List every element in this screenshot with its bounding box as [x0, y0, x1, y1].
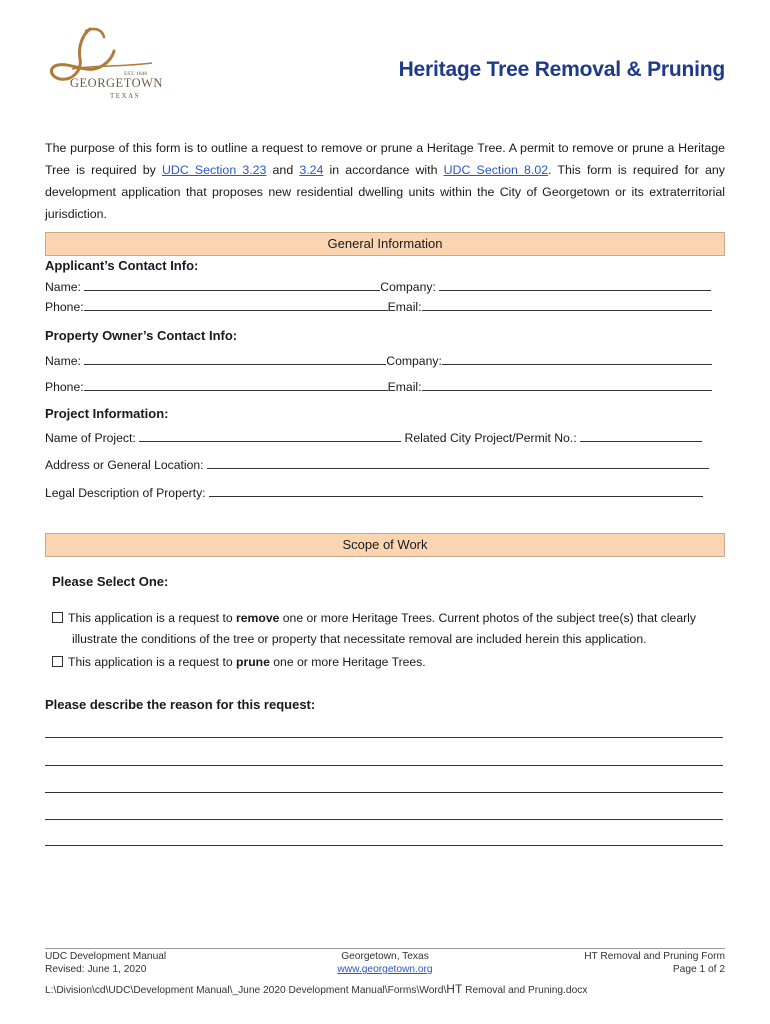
footer-path-a: L:\Division\cd\UDC\Development Manual\_June 2020 Development Manual\Forms\Word\: [45, 985, 447, 996]
project-name-field[interactable]: [139, 431, 401, 442]
applicant-name-field[interactable]: [84, 280, 380, 291]
intro-text-3: in accordance with: [323, 163, 444, 177]
intro-paragraph: [45, 137, 725, 225]
footer-manual: UDC Development Manual: [45, 951, 167, 962]
address-field[interactable]: [207, 458, 709, 469]
project-name-label: Name of Project:: [45, 431, 136, 445]
project-label: Project Information:: [45, 406, 169, 421]
applicant-phone-row: [45, 300, 712, 314]
general-info-heading: General Information: [45, 232, 725, 256]
footer-middle: [285, 951, 485, 975]
logo-est: EST. 1848: [124, 71, 148, 77]
reason-line-1[interactable]: [45, 737, 723, 738]
owner-name-field[interactable]: [84, 354, 386, 365]
udc-802-link[interactable]: UDC Section 8.02: [443, 163, 549, 177]
footer-divider: [45, 948, 725, 949]
applicant-label: Applicant’s Contact Info:: [45, 258, 199, 273]
prune-text-a: This application is a request to: [68, 655, 237, 669]
owner-email-label: Email:: [387, 380, 422, 394]
owner-company-field[interactable]: [442, 354, 712, 365]
udc-323-link[interactable]: UDC Section 3.23: [161, 163, 267, 177]
applicant-company-field[interactable]: [439, 280, 711, 291]
prune-checkbox[interactable]: [52, 656, 63, 667]
footer-path-b: HT: [446, 982, 463, 996]
intro-text-4: . This form is required for any development application that proposes new residential dwelling units within the City of Georgetown or its extraterritorial jurisdiction.: [45, 163, 725, 221]
applicant-email-field[interactable]: [422, 300, 712, 311]
owner-phone-field[interactable]: [84, 380, 388, 391]
select-one-label: Please Select One:: [52, 574, 169, 589]
footer-revised: Revised: June 1, 2020: [45, 964, 147, 975]
address-label: Address or General Location:: [45, 458, 204, 472]
applicant-phone-field[interactable]: [84, 300, 388, 311]
reason-line-2[interactable]: [45, 765, 723, 766]
page-title: Heritage Tree Removal & Pruning: [398, 58, 725, 81]
reason-line-3[interactable]: [45, 792, 723, 793]
owner-name-row: [45, 354, 712, 368]
project-name-row: [45, 431, 702, 445]
georgetown-logo: [42, 25, 172, 103]
applicant-email-label: Email:: [387, 300, 422, 314]
remove-keyword: remove: [236, 611, 280, 625]
footer-file-path: [45, 982, 587, 996]
footer-path-c: Removal and Pruning.docx: [462, 985, 588, 996]
udc-324-link[interactable]: 3.24: [299, 163, 324, 177]
owner-label: Property Owner’s Contact Info:: [45, 328, 238, 343]
remove-text-c: one or more Heritage Trees. Current photos of the subject tree(s) that clearly: [279, 611, 696, 625]
logo-g-icon: [42, 25, 172, 103]
scope-heading: Scope of Work: [45, 533, 725, 557]
applicant-phone-label: Phone:: [45, 300, 84, 314]
legal-row: [45, 486, 703, 500]
related-permit-field[interactable]: [580, 431, 702, 442]
footer-right: [584, 951, 725, 975]
applicant-company-label: Company:: [380, 280, 436, 294]
owner-phone-label: Phone:: [45, 380, 84, 394]
prune-text-c: one or more Heritage Trees.: [269, 655, 426, 669]
footer-form-name: HT Removal and Pruning Form: [584, 951, 725, 962]
footer-page-number: Page 1 of 2: [672, 964, 725, 975]
remove-option-line2: illustrate the conditions of the tree or property that necessitate removal are included herein this application.: [72, 632, 647, 646]
intro-text-2: and: [266, 163, 300, 177]
legal-field[interactable]: [209, 486, 703, 497]
owner-company-label: Company:: [386, 354, 442, 368]
intro-text-1: The purpose of this form is to outline a request to remove or prune a Heritage Tree. A permit to remove or prune a Heritage Tree is required by: [45, 141, 725, 177]
logo-state: TEXAS: [110, 92, 141, 100]
remove-checkbox[interactable]: [52, 612, 63, 623]
prune-option[interactable]: [52, 655, 426, 669]
footer-city: Georgetown, Texas: [341, 951, 429, 962]
legal-label: Legal Description of Property:: [45, 486, 206, 500]
reason-line-5[interactable]: [45, 845, 723, 846]
owner-email-field[interactable]: [422, 380, 712, 391]
footer-website-link[interactable]: www.georgetown.org: [337, 964, 433, 975]
owner-phone-row: [45, 380, 712, 394]
remove-option[interactable]: [52, 611, 696, 625]
applicant-name-row: [45, 280, 711, 294]
applicant-name-label: Name:: [45, 280, 81, 294]
reason-line-4[interactable]: [45, 819, 723, 820]
prune-keyword: prune: [236, 655, 270, 669]
describe-label: Please describe the reason for this request:: [45, 697, 316, 712]
owner-name-label: Name:: [45, 354, 81, 368]
remove-text-a: This application is a request to: [68, 611, 237, 625]
logo-city: GEORGETOWN: [70, 76, 163, 90]
footer-left: [45, 951, 166, 975]
address-row: [45, 458, 709, 472]
related-permit-label: Related City Project/Permit No.:: [404, 431, 577, 445]
